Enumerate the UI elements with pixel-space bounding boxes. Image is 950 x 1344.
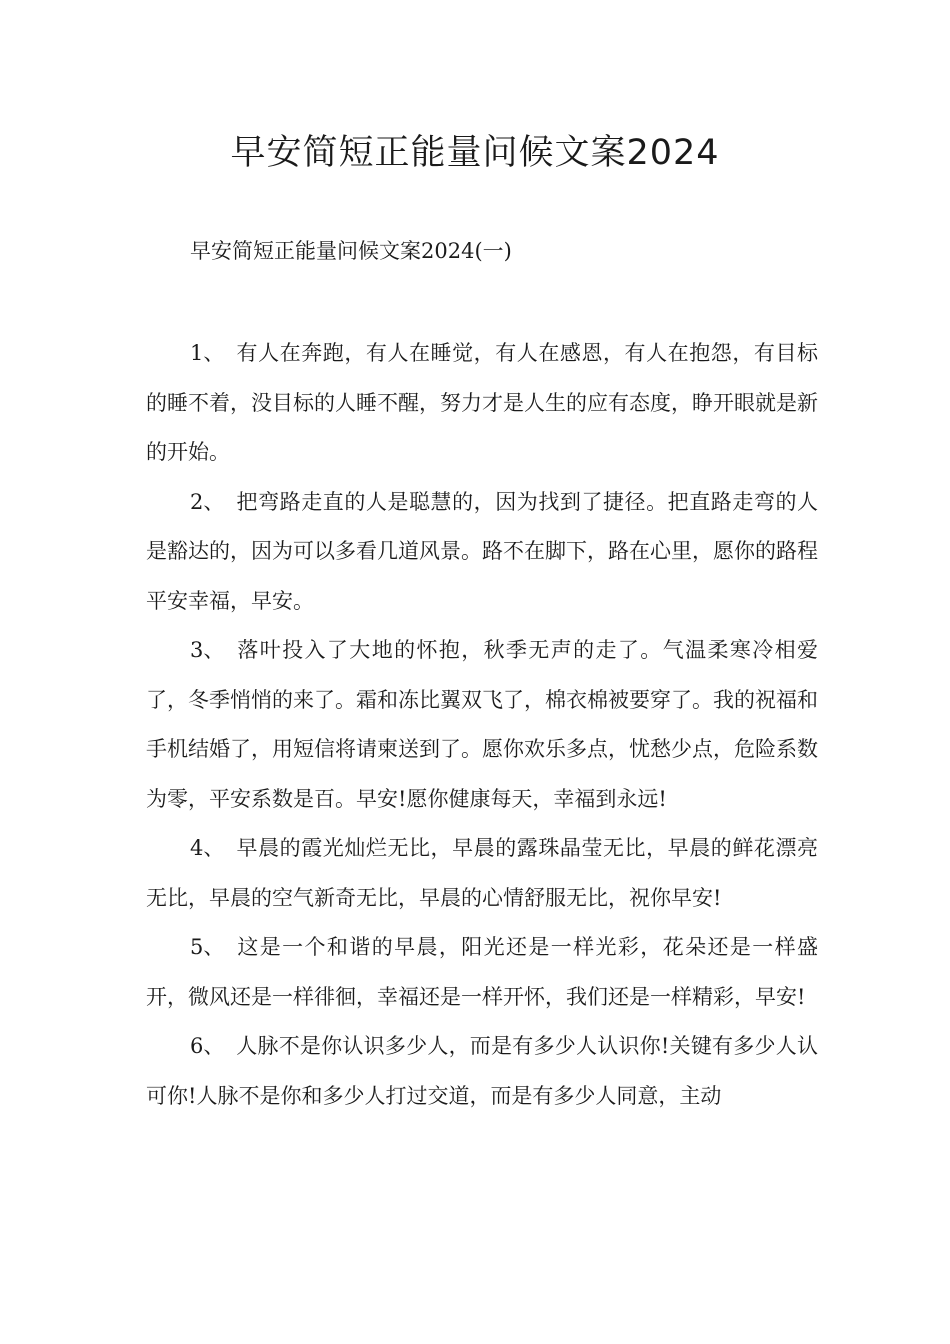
paragraph-text: 有人在奔跑，有人在睡觉，有人在感恩，有人在抱怨，有目标的睡不着，没目标的人睡不醒，努力才是人生的应有态度，睁开眼就是新的开始。 [146, 341, 818, 464]
document-title: 早安简短正能量问候文案2024 [230, 133, 720, 173]
paragraph-2 [146, 478, 818, 627]
paragraph-6 [146, 1022, 818, 1121]
paragraph-text: 这是一个和谐的早晨，阳光还是一样光彩，花朵还是一样盛开，微风还是一样徘徊，幸福还是一样开怀，我们还是一样精彩，早安! [146, 935, 818, 1009]
paragraph-text: 落叶投入了大地的怀抱，秋季无声的走了。气温柔寒冷相爱了，冬季悄悄的来了。霜和冻比翼双飞了，棉衣棉被要穿了。我的祝福和手机结婚了，用短信将请柬送到了。愿你欢乐多点，忧愁少点，危险系数为零，平安系数是百。早安!愿你健康每天，幸福到永远! [146, 638, 818, 811]
paragraph-4 [146, 824, 818, 923]
paragraph-number: 6、 [190, 1034, 225, 1058]
paragraph-number: 1、 [190, 341, 225, 365]
paragraph-5 [146, 923, 818, 1022]
document-body [146, 329, 818, 1121]
paragraph-1 [146, 329, 818, 478]
paragraph-number: 4、 [190, 836, 225, 860]
paragraph-number: 2、 [190, 489, 225, 514]
paragraph-text: 早晨的霞光灿烂无比，早晨的露珠晶莹无比，早晨的鲜花漂亮无比，早晨的空气新奇无比，早晨的心情舒服无比，祝你早安! [146, 836, 818, 910]
paragraph-text: 人脉不是你认识多少人，而是有多少人认识你!关键有多少人认可你!人脉不是你和多少人打过交道，而是有多少人同意，主动 [146, 1034, 818, 1108]
paragraph-number: 3、 [190, 638, 225, 662]
paragraph-number: 5、 [190, 935, 225, 959]
paragraph-text: 把弯路走直的人是聪慧的，因为找到了捷径。把直路走弯的人是豁达的，因为可以多看几道风景。路不在脚下，路在心里，愿你的路程平安幸福，早安。 [146, 489, 818, 613]
section-subtitle: 早安简短正能量问候文案2024(一) [190, 239, 512, 263]
paragraph-3 [146, 626, 818, 824]
